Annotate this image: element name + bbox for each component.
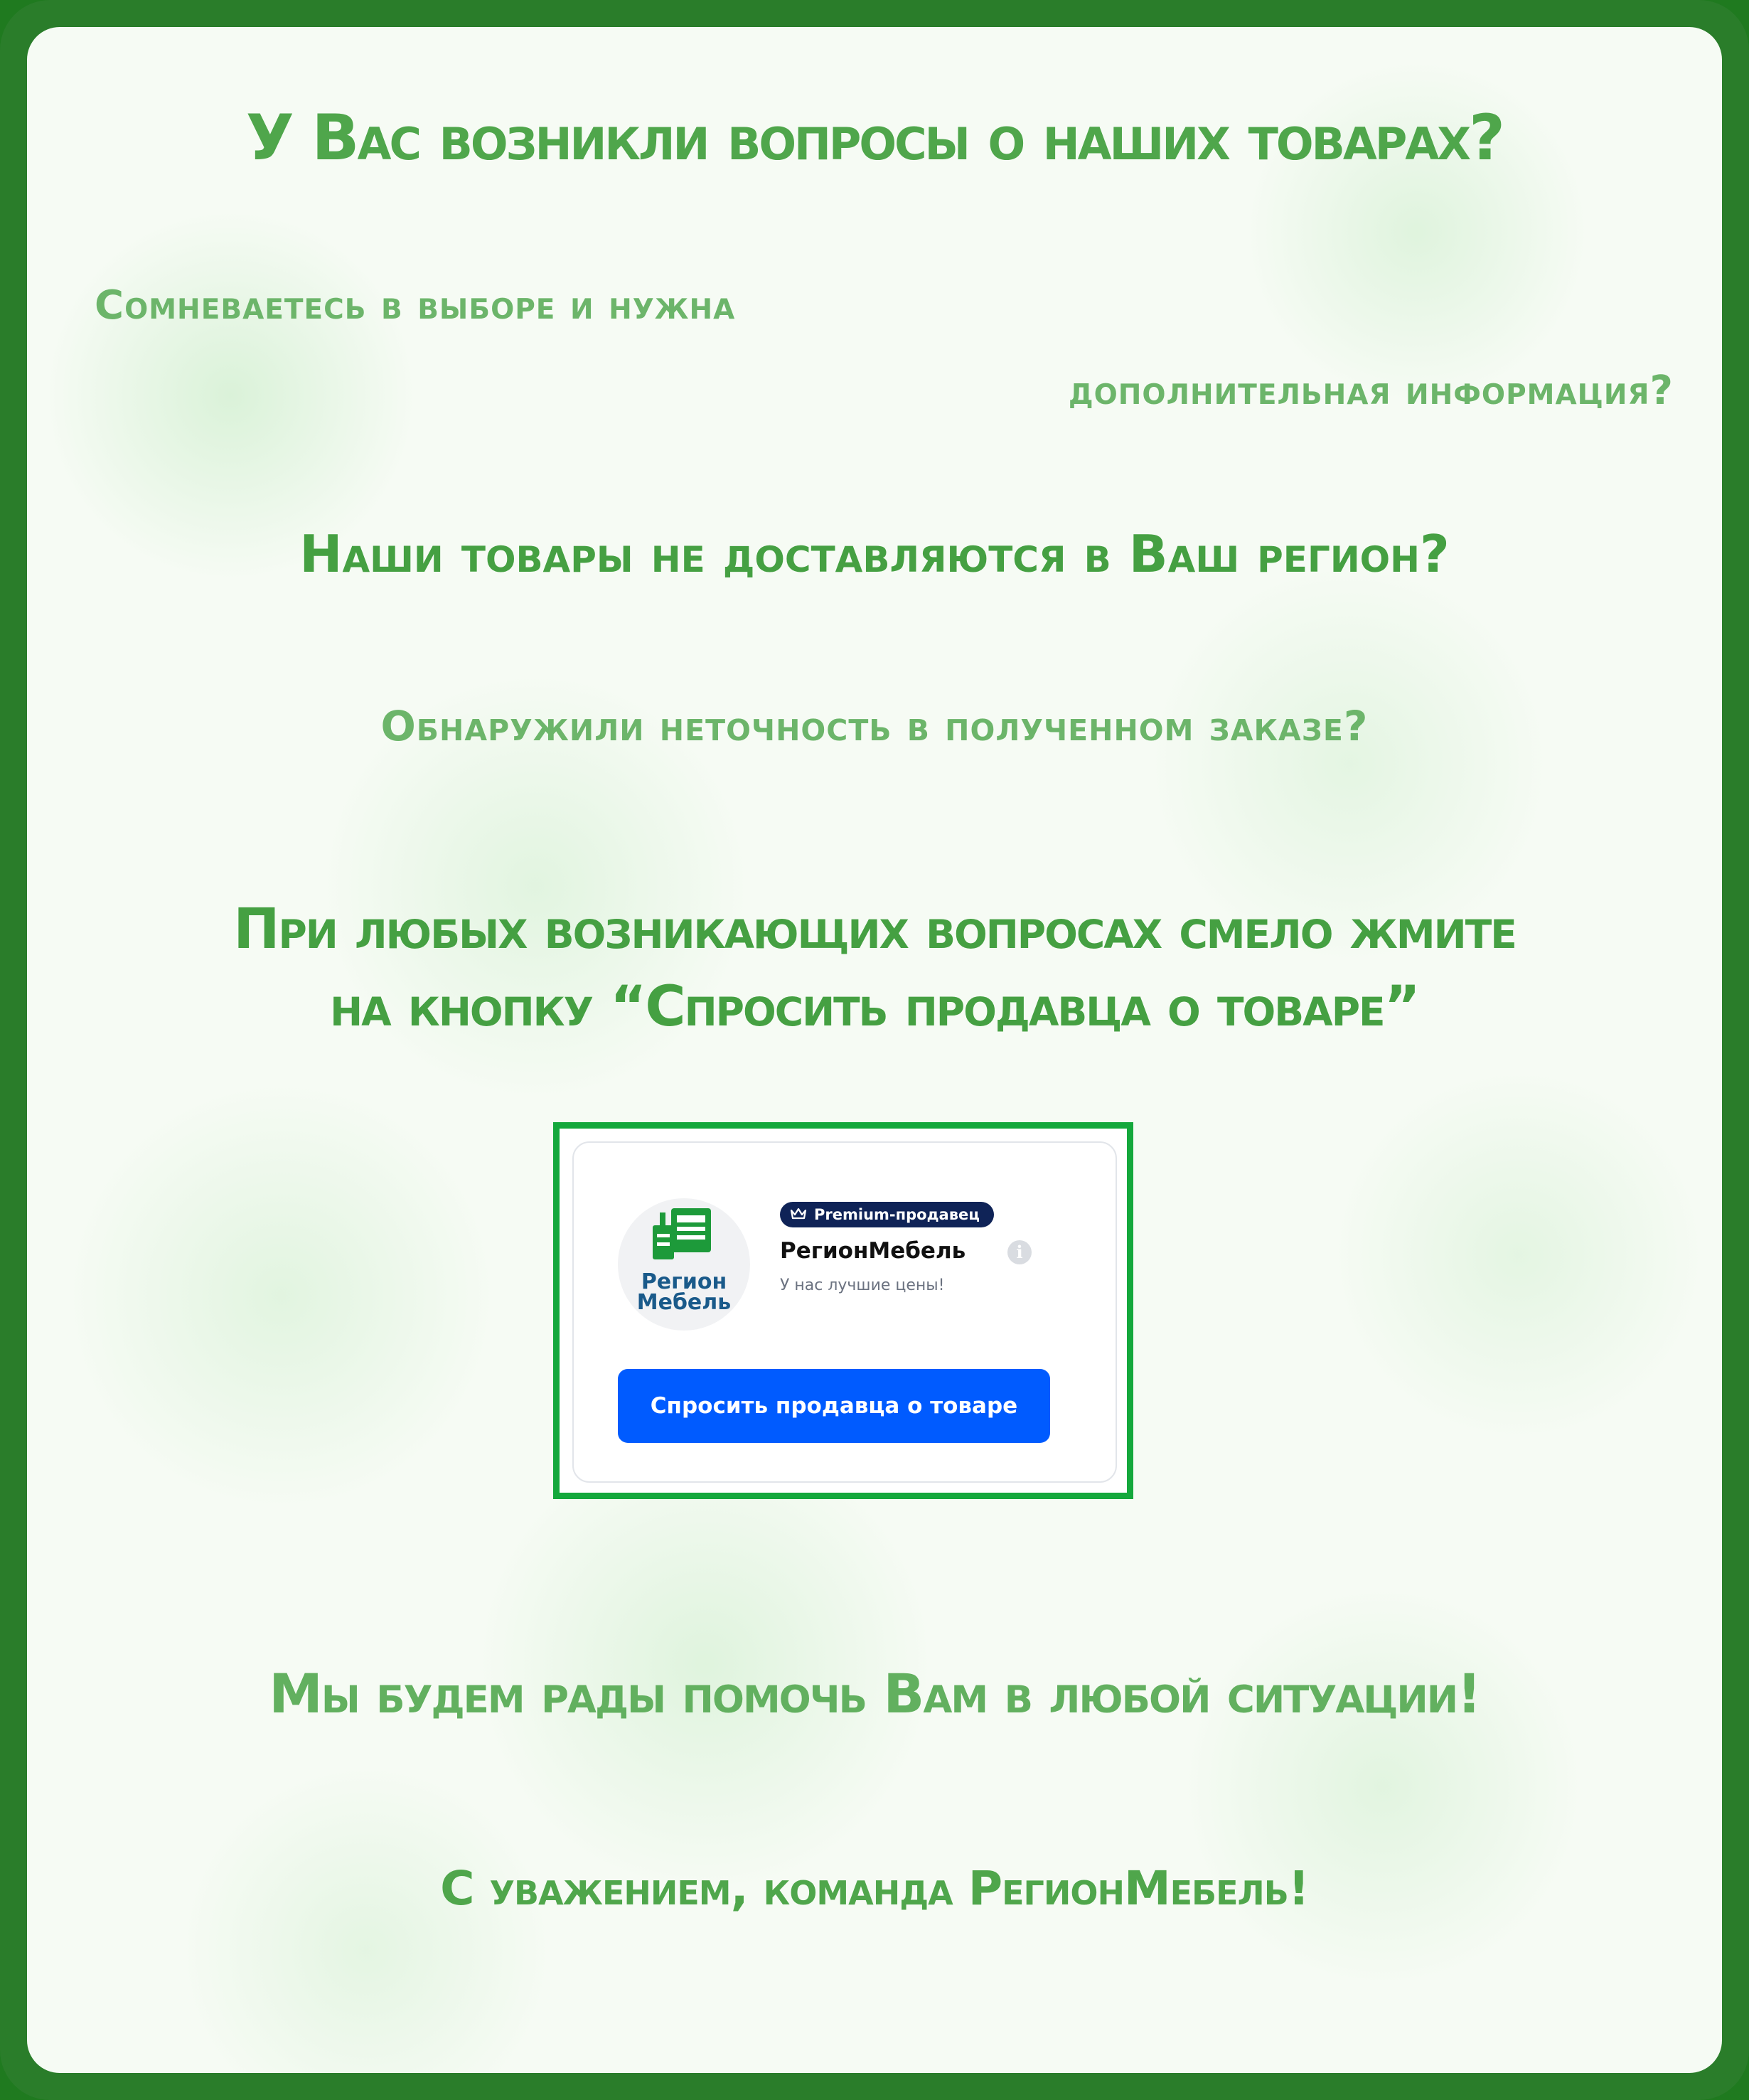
seller-slogan: У нас лучшие цены! bbox=[780, 1276, 945, 1294]
ask-seller-button[interactable]: Спросить продавца о товаре bbox=[618, 1369, 1050, 1443]
premium-badge bbox=[780, 1202, 994, 1227]
cta-line2: на кнопку “Спросить продавца о товаре” bbox=[330, 975, 1419, 1040]
cta-line1: При любых возникающих вопросах смело жмите bbox=[233, 897, 1516, 961]
store-logo-icon bbox=[650, 1205, 718, 1269]
call-to-action bbox=[27, 891, 1722, 1046]
help-message: Мы будем рады помочь Вам в любой ситуации! bbox=[269, 1662, 1480, 1725]
signature: С уважением, команда РегионМебель! bbox=[440, 1861, 1309, 1916]
premium-badge-label: Premium-продавец bbox=[814, 1206, 980, 1223]
seller-avatar[interactable] bbox=[618, 1198, 750, 1331]
info-icon[interactable]: i bbox=[1007, 1240, 1032, 1264]
content-panel bbox=[27, 27, 1722, 2073]
question-doubt-line2: дополнительная информация? bbox=[1068, 368, 1674, 414]
crown-icon bbox=[790, 1203, 807, 1228]
headline: У Вас возникли вопросы о наших товарах? bbox=[245, 101, 1504, 174]
question-inaccuracy: Обнаружили неточность в полученном заказе? bbox=[380, 702, 1369, 750]
question-doubt-line1: Сомневаетесь в выборе и нужна bbox=[95, 282, 736, 329]
seller-card-highlight bbox=[553, 1122, 1133, 1499]
seller-name[interactable]: РегионМебель bbox=[780, 1238, 966, 1264]
question-delivery: Наши товары не доставляются в Ваш регион? bbox=[299, 524, 1450, 584]
logo-text-line2: Мебель bbox=[636, 1290, 732, 1315]
seller-card bbox=[572, 1141, 1117, 1483]
logo-text-line1: Регион bbox=[641, 1269, 727, 1294]
